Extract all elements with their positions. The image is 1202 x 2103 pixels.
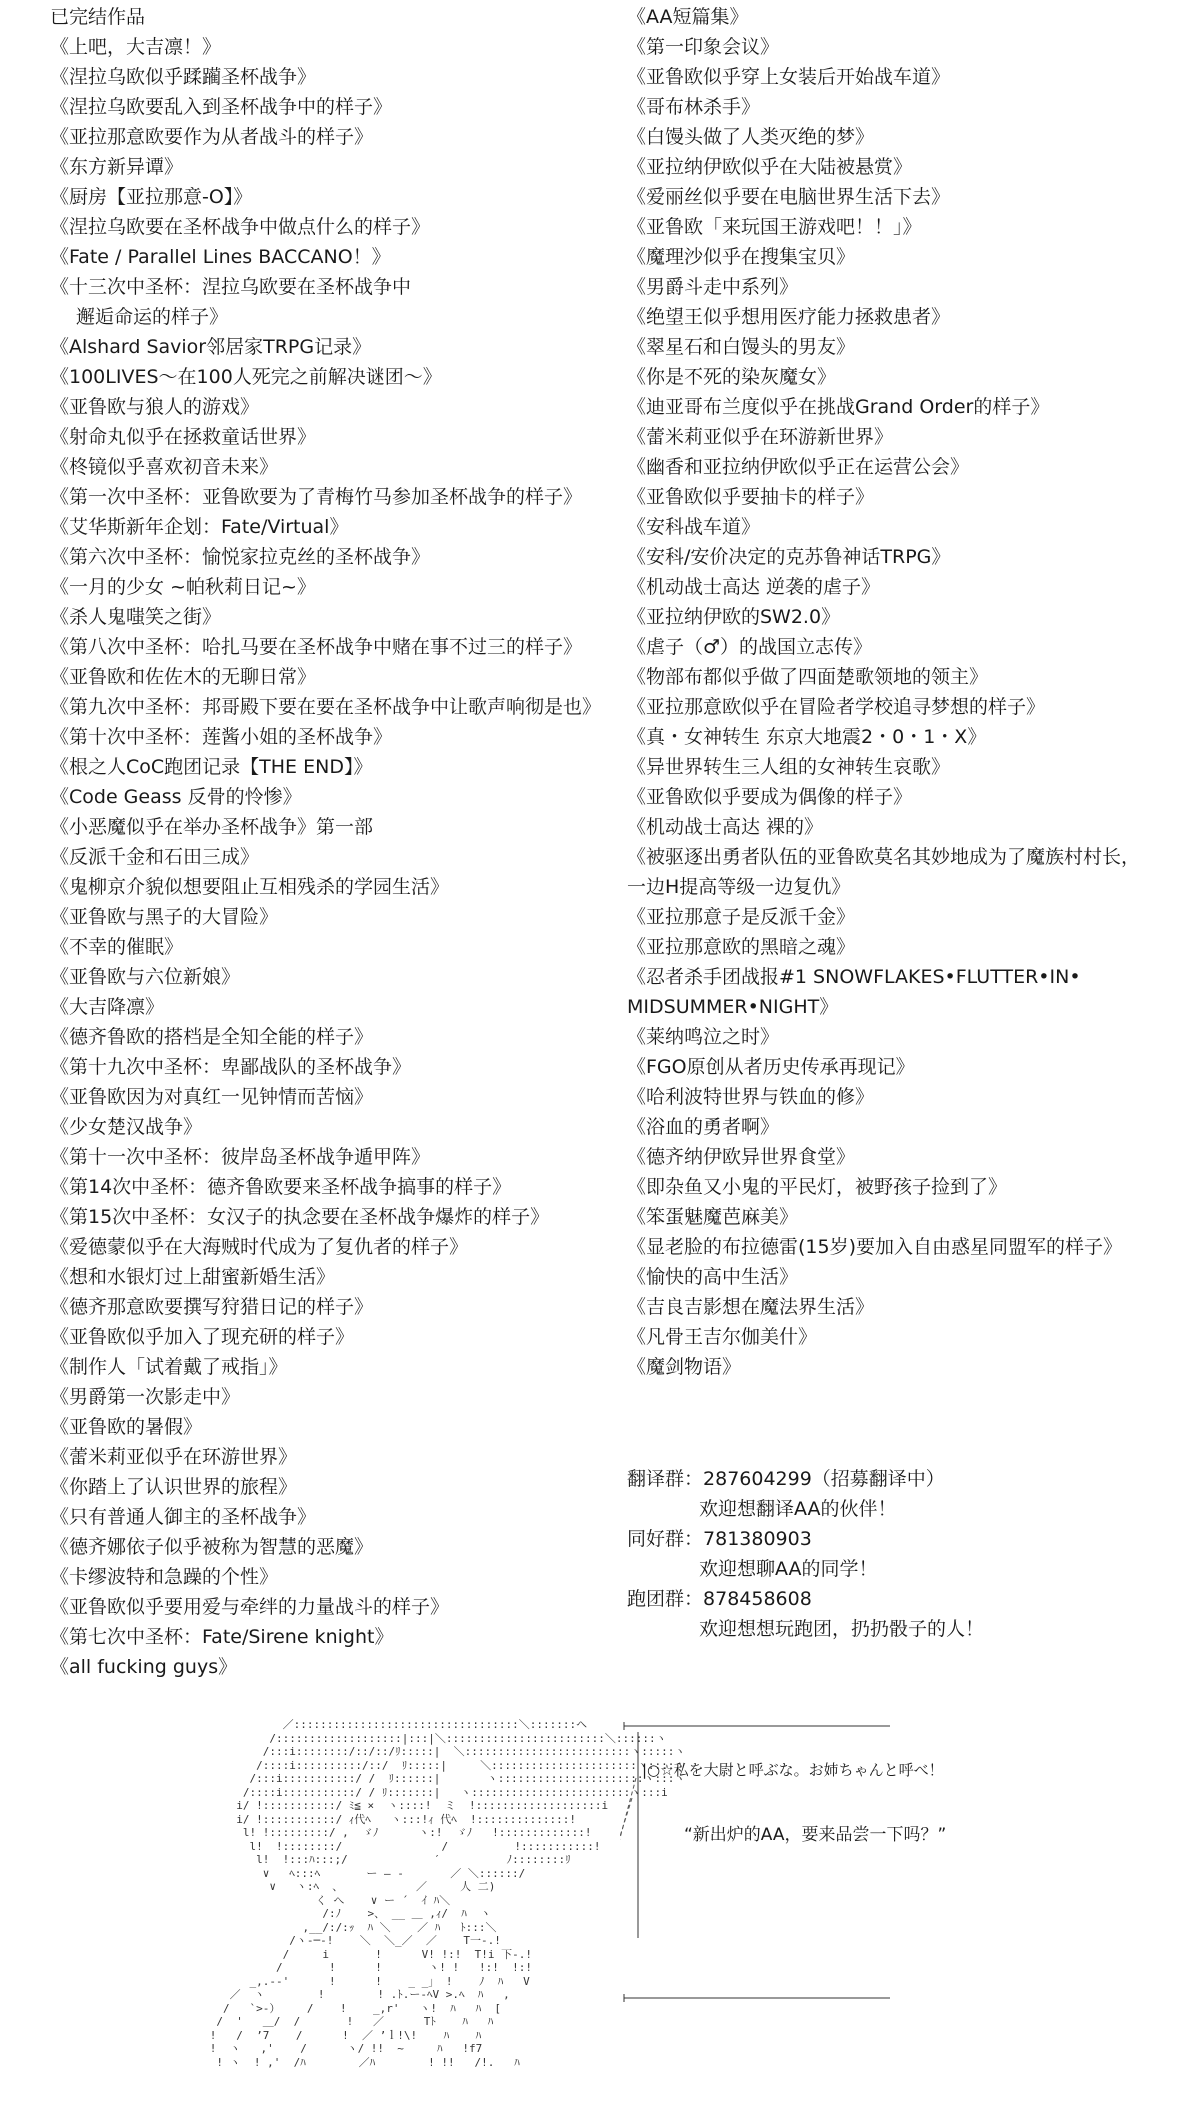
work-title: 《小恶魔似乎在举办圣杯战争》第一部 (50, 816, 374, 838)
work-title: 《鬼柳京介貌似想要阻止互相残杀的学园生活》 (50, 876, 450, 898)
work-title: 《不幸的催眠》 (50, 936, 184, 958)
work-title: 《射命丸似乎在拯救童话世界》 (50, 426, 317, 448)
work-title: 《莱纳鸣泣之时》 (627, 1026, 780, 1048)
work-title: 《蕾米莉亚似乎在环游新世界》 (627, 426, 894, 448)
work-title: 《AA短篇集》 (627, 6, 749, 28)
bubble-chinese-line: “新出炉的AA，要来品尝一下吗？” (684, 1825, 947, 1845)
work-title: 《柊镜似乎喜欢初音未来》 (50, 456, 279, 478)
work-title: 《一月的少女 ~帕秋莉日记~》 (50, 576, 316, 598)
work-title: 《厨房【亚拉那意-O】》 (50, 186, 253, 208)
work-title: 《100LIVES～在100人死完之前解决谜团～》 (50, 366, 442, 388)
bubble-japanese-line: |○☆私を大尉と呼ぶな。お姉ちゃんと呼べ！ (642, 1761, 944, 1779)
work-title: 《亚鲁欧和佐佐木的无聊日常》 (50, 666, 317, 688)
work-title: 《迪亚哥布兰度似乎在挑战Grand Order的样子》 (627, 396, 1050, 418)
work-title: 《想和水银灯过上甜蜜新婚生活》 (50, 1266, 336, 1288)
speech-bubble (620, 1718, 947, 2018)
work-title: 《杀人鬼嗤笑之街》 (50, 606, 222, 628)
work-title: 《只有普通人御主的圣杯战争》 (50, 1506, 317, 1528)
work-title: 《机动战士高达 逆袭的虐子》 (627, 576, 881, 598)
work-title: 《第八次中圣杯：哈扎马要在圣杯战争中赌在事不过三的样子》 (50, 636, 583, 658)
work-title: 《亚鲁欧与六位新娘》 (50, 966, 241, 988)
work-title: 《亚拉纳伊欧似乎在大陆被悬赏》 (627, 156, 913, 178)
work-title: 《第十九次中圣杯：卑鄙战队的圣杯战争》 (50, 1056, 412, 1078)
work-title: 《幽香和亚拉纳伊欧似乎正在运营公会》 (627, 456, 970, 478)
work-title: 《亚拉那意欧似乎在冒险者学校追寻梦想的样子》 (627, 696, 1046, 718)
completed-works-list-right (627, 2, 1197, 1382)
work-title: 《吉良吉影想在魔法界生活》 (627, 1296, 875, 1318)
work-title: 《亚鲁欧与狼人的游戏》 (50, 396, 260, 418)
work-title: 《亚鲁欧似乎要用爱与牵绊的力量战斗的样子》 (50, 1596, 450, 1618)
work-title: 《物部布都似乎做了四面楚歌领地的领主》 (627, 666, 989, 688)
fan-group-line (627, 1524, 1187, 1554)
work-title: 《虐子（♂）的战国立志传》 (627, 636, 873, 658)
work-title: 《反派千金和石田三成》 (50, 846, 260, 868)
work-title: 《艾华斯新年企划：Fate/Virtual》 (50, 516, 349, 538)
fan-group-note: 欢迎想聊AA的同学！ (699, 1558, 878, 1580)
work-title: 一边H提高等级一边复仇》 (627, 876, 851, 898)
work-title: 《愉快的高中生活》 (627, 1266, 799, 1288)
work-title: 《第14次中圣杯：德齐鲁欧要来圣杯战争搞事的样子》 (50, 1176, 512, 1198)
work-title: 《亚拉那意子是反派千金》 (627, 906, 856, 928)
work-title: 《第15次中圣杯：女汉子的执念要在圣杯战争爆炸的样子》 (50, 1206, 550, 1228)
work-title: 《德齐娜依子似乎被称为智慧的恶魔》 (50, 1536, 374, 1558)
work-title: 《白馒头做了人类灭绝的梦》 (627, 126, 875, 148)
work-title: 《亚鲁欧似乎要抽卡的样子》 (627, 486, 875, 508)
work-title: 《第一印象会议》 (627, 36, 780, 58)
work-title: 《绝望王似乎想用医疗能力拯救患者》 (627, 306, 951, 328)
translate-group-number: 287604299（招募翻译中） (703, 1468, 945, 1490)
work-title: 《第一次中圣杯：亚鲁欧要为了青梅竹马参加圣杯战争的样子》 (50, 486, 583, 508)
work-title: 《制作人「试着戴了戒指」》 (50, 1356, 288, 1378)
work-title: 《亚鲁欧与黑子的大冒险》 (50, 906, 279, 928)
work-title: 《亚拉那意欧的黑暗之魂》 (627, 936, 856, 958)
work-title: 《德齐纳伊欧异世界食堂》 (627, 1146, 856, 1168)
work-title: 《安科战车道》 (627, 516, 761, 538)
work-title: 《卡缪波特和急躁的个性》 (50, 1566, 279, 1588)
work-title: 《爱德蒙似乎在大海贼时代成为了复仇者的样子》 (50, 1236, 469, 1258)
work-title: 《第十次中圣杯：莲酱小姐的圣杯战争》 (50, 726, 393, 748)
work-title: 《翠星石和白馒头的男友》 (627, 336, 856, 358)
work-title: 《男爵斗走中系列》 (627, 276, 799, 298)
work-title: 《即杂鱼又小鬼的平民灯，被野孩子捡到了》 (627, 1176, 1008, 1198)
completed-works-list-left (50, 2, 620, 1682)
trpg-group-line (627, 1584, 1187, 1614)
translate-group-line (627, 1464, 1187, 1494)
work-title: 《男爵第一次影走中》 (50, 1386, 241, 1408)
work-title: 《显老脸的布拉德雷(15岁)要加入自由惑星同盟军的样子》 (627, 1236, 1123, 1258)
work-title: 《异世界转生三人组的女神转生哀歌》 (627, 756, 951, 778)
work-title: 《上吧，大吉凛！》 (50, 36, 222, 58)
trpg-group-number: 878458608 (703, 1588, 812, 1610)
section-heading: 已完结作品 (50, 6, 146, 28)
work-title: 《被驱逐出勇者队伍的亚鲁欧莫名其妙地成为了魔族村村长， (627, 846, 1141, 868)
work-title: 《哥布林杀手》 (627, 96, 761, 118)
ascii-art-character: ／::::::::::::::::::::::::::::::::::＼:::::::ヘ /:::::::::::::::::::|:::|＼::::::::::::::::::::::::＼::::::ヽ /:::i::::::::/::/::/ﾘ:::::| ＼:::::::::::::::::::::::::ヽ:::::ヽ /::::i::::::::::/::/ ﾘ:::::| ＼::::::::::::::::::::::ヽ::::ヽ /:::i:::::::::::/ / ﾘ::::::| ヽ::::::::::::::::::::::ヽ:::ヽ /::::i:::::::::::/ / ﾘ:::::::| ヽ::::::::::::::::::::::::ヽ:::i i/ !:::::::::::/ ﾐ≦ × ヽ::::! ミ !:::::::::::::::::::i i/ !:::::::::::/ ｨ代ﾍ ヽ:::!ｨ 代ﾍ !::::::::::::::! l! !:::::::::/ , ゞﾉ ヽ:! ゞﾉ !:::::::::::::! l! !::::::::/ / !:::::::::::! l! !:::ﾊ:::;/ ′ ﾉ::::::::ﾘ ∨ ﾍ:::ﾍ ー ― ‐ ／ ＼::::::/ ∨ ヽ:ﾍ 、 ／ 人 二) く へ ∨ ー ´ ｲ ﾊ＼ /:ﾉ >、 __ ＿ ,ｨ/ ﾊ ヽ ,__/:/:ｯ ﾊ ＼ ／ ﾊ ﾄ:::＼ /ヽ‐─‐! ＼ ＼_／ ／ T一‐.! / i ! V! !:! T!i 下-.! / ! ! ヽ! ! !:! !:! _,.-‐' ! ! _ _」 ! ﾉ ﾊ V ／ ヽ ! ! .ﾄ.ー-ﾍV >.ﾍ ﾊ , / `>-） / ! _,r' ヽ! ﾊ ﾊ [ / ' ＿/ / ! ／ Tﾄ ﾊ ﾊ ! / ’7 / ! ／ ’ｌ!\! ﾊ ﾊ ! ヽ ,' / ヽ/ !! ~ ﾊ !f7 ! ヽ ! ,' /ﾊ ／ﾊ ! !! /!. ﾊ (209, 1718, 686, 2069)
work-title: 《第九次中圣杯：邦哥殿下要在要在圣杯战争中让歌声响彻是也》 (50, 696, 602, 718)
work-title: 《Alshard Savior邻居家TRPG记录》 (50, 336, 372, 358)
work-title: 《浴血的勇者啊》 (627, 1116, 780, 1138)
work-title: 《少女楚汉战争》 (50, 1116, 203, 1138)
work-title: 《第十一次中圣杯：彼岸岛圣杯战争遁甲阵》 (50, 1146, 431, 1168)
work-title: 《根之人CoC跑团记录【THE END】》 (50, 756, 373, 778)
work-title: 《哈利波特世界与铁血的修》 (627, 1086, 875, 1108)
work-title: 《Code Geass 反骨的怜惨》 (50, 786, 302, 808)
work-title: MIDSUMMER•NIGHT》 (627, 996, 839, 1018)
work-title: 《笨蛋魅魔芭麻美》 (627, 1206, 799, 1228)
work-title: 《亚鲁欧的暑假》 (50, 1416, 203, 1438)
work-title: 《涅拉乌欧似乎蹂躏圣杯战争》 (50, 66, 317, 88)
work-title: 《忍者杀手团战报#1 SNOWFLAKES•FLUTTER•IN• (627, 966, 1081, 988)
work-title: 《德齐鲁欧的搭档是全知全能的样子》 (50, 1026, 374, 1048)
work-title: 《亚拉那意欧要作为从者战斗的样子》 (50, 126, 374, 148)
work-title: 《FGO原创从者历史传承再现记》 (627, 1056, 915, 1078)
fan-group-label: 同好群： (627, 1528, 704, 1550)
work-title: 《爱丽丝似乎要在电脑世界生活下去》 (627, 186, 951, 208)
work-title: 《大吉降凛》 (50, 996, 165, 1018)
work-title: 《十三次中圣杯：涅拉乌欧要在圣杯战争中 (50, 276, 412, 298)
trpg-group-note: 欢迎想想玩跑团，扔扔骰子的人！ (699, 1618, 985, 1640)
translate-group-label: 翻译群： (627, 1468, 704, 1490)
work-title: 《东方新异谭》 (50, 156, 184, 178)
work-title: 《机动战士高达 裸的》 (627, 816, 824, 838)
work-title: 《亚鲁欧「来玩国王游戏吧！！」》 (627, 216, 922, 238)
work-title: 《你是不死的染灰魔女》 (627, 366, 837, 388)
translate-group-note: 欢迎想翻译AA的伙伴！ (699, 1498, 897, 1520)
work-title: 《all fucking guys》 (50, 1656, 238, 1678)
work-title: 《蕾米莉亚似乎在环游世界》 (50, 1446, 298, 1468)
work-title: 《Fate / Parallel Lines BACCANO！》 (50, 246, 391, 268)
work-title: 《第七次中圣杯：Fate/Sirene knight》 (50, 1626, 394, 1648)
work-title: 《涅拉乌欧要在圣杯战争中做点什么的样子》 (50, 216, 431, 238)
work-title: 《德齐那意欧要撰写狩猎日记的样子》 (50, 1296, 374, 1318)
work-title: 《亚鲁欧因为对真红一见钟情而苦恼》 (50, 1086, 374, 1108)
work-title: 《亚鲁欧似乎穿上女装后开始战车道》 (627, 66, 951, 88)
work-title: 《亚拉纳伊欧的SW2.0》 (627, 606, 841, 628)
work-title: 《涅拉乌欧要乱入到圣杯战争中的样子》 (50, 96, 393, 118)
work-title: 邂逅命运的样子》 (76, 306, 229, 328)
work-title: 《魔剑物语》 (627, 1356, 742, 1378)
trpg-group-label: 跑团群： (627, 1588, 704, 1610)
work-title: 《亚鲁欧似乎要成为偶像的样子》 (627, 786, 913, 808)
fan-group-number: 781380903 (703, 1528, 812, 1550)
work-title: 《亚鲁欧似乎加入了现充研的样子》 (50, 1326, 355, 1348)
work-title: 《安科/安价决定的克苏鲁神话TRPG》 (627, 546, 951, 568)
work-title: 《真・女神转生 东京大地震2・0・1・X》 (627, 726, 987, 748)
contact-groups (627, 1464, 1187, 1644)
work-title: 《魔理沙似乎在搜集宝贝》 (627, 246, 856, 268)
work-title: 《你踏上了认识世界的旅程》 (50, 1476, 298, 1498)
work-title: 《凡骨王吉尔伽美什》 (627, 1326, 818, 1348)
work-title: 《第六次中圣杯：愉悦家拉克丝的圣杯战争》 (50, 546, 431, 568)
